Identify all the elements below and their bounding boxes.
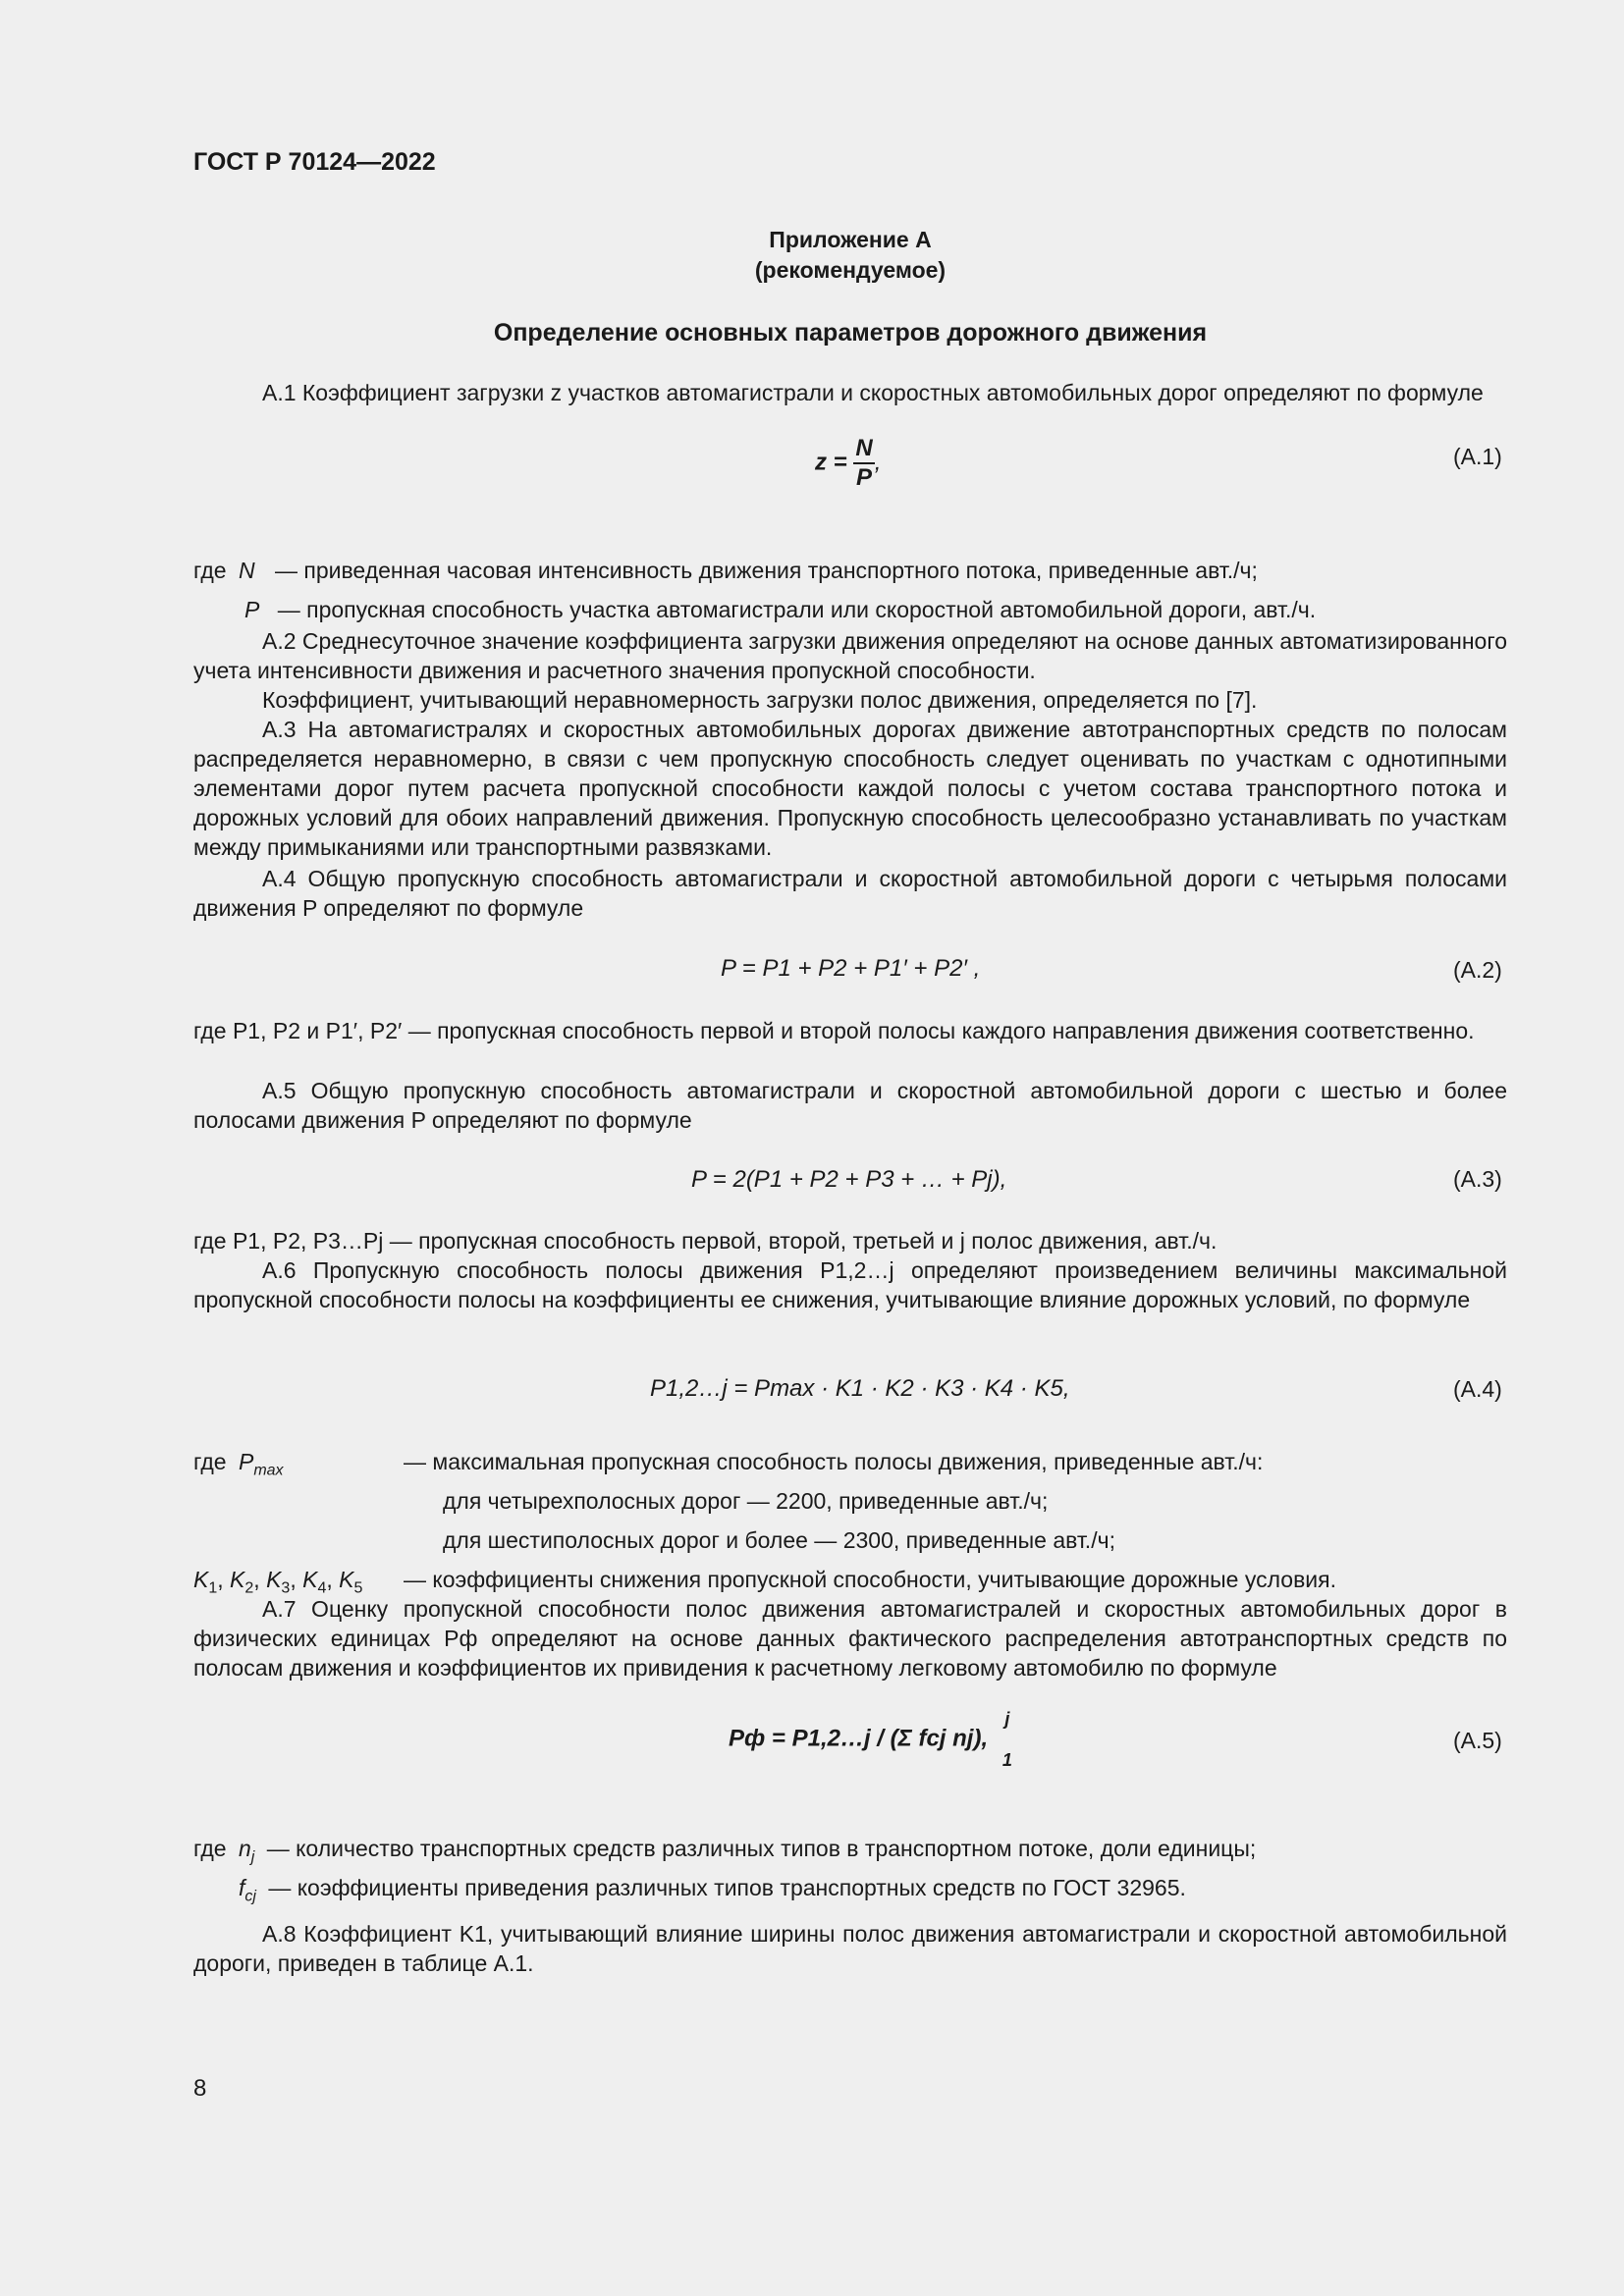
sum-limits xyxy=(1002,1710,1012,1769)
formula-a6-number: (А.4) xyxy=(1453,1376,1502,1402)
where-label: где xyxy=(193,558,227,583)
formula-a1-number: (А.1) xyxy=(1453,444,1502,469)
page-number: 8 xyxy=(193,2075,207,2102)
where-k-text: — коэффициенты снижения пропускной способности, учитывающие дорожные условия. xyxy=(404,1567,1336,1592)
paragraph-a2-coef: Коэффициент, учитывающий неравномерность загрузки полос движения, определяется по [7]. xyxy=(262,687,1258,713)
fcj-symbol: $f_{cj}$ xyxy=(239,1875,256,1905)
formula-a4-number: (А.2) xyxy=(1453,957,1502,983)
appendix-title: Определение основных параметров дорожного движения xyxy=(493,319,1208,347)
where-p-line xyxy=(244,595,1316,624)
formula-a7-number: (А.5) xyxy=(1453,1728,1502,1753)
formula-a1 xyxy=(815,435,881,492)
where-a5: где P1, P2, P3…Pj — пропускная способность первой, второй, третьей и j полос движения, авт./ч. xyxy=(193,1228,1218,1254)
where-fcj-line xyxy=(239,1873,1186,1912)
where-a4: где P1, P2 и P1′, P2′ — пропускная способность первой и второй полосы каждого направления движения соответственно. xyxy=(193,1018,1475,1043)
formula-a1-fraction xyxy=(853,435,874,492)
formula-a5: P = 2(P1 + P2 + P3 + … + Pj), xyxy=(691,1166,1007,1193)
where-n-text: — приведенная часовая интенсивность движения транспортного потока, приведенные авт./ч; xyxy=(274,558,1258,583)
paragraph-a5: А.5 Общую пропускную способность автомагистрали и скоростной автомобильной дороги с шестью и более полосами движения P определяют по формуле xyxy=(193,1078,1507,1133)
formula-a5-number: (А.3) xyxy=(1453,1166,1502,1192)
formula-a1-denominator: P xyxy=(856,464,873,491)
formula-a4: P = P1 + P2 + P1′ + P2′ , xyxy=(721,955,981,982)
formula-a7 xyxy=(729,1710,1012,1769)
paragraph-a1: А.1 Коэффициент загрузки z участков автомагистрали и скоростных автомобильных дорог определяют по формуле xyxy=(262,380,1484,405)
formula-a1-tail: , xyxy=(874,449,882,476)
paragraph-a8: А.8 Коэффициент K1, учитывающий влияние ширины полос движения автомагистрали и скоростной автомобильной дороги, приведен в таблице А.1. xyxy=(193,1921,1507,1976)
pmax-symbol: $P_{max}$ xyxy=(238,1449,284,1479)
k-symbols: $K_1$, $K_2$, $K_3$, $K_4$, $K_5$ xyxy=(193,1567,363,1597)
formula-a6: P1,2…j = Pmax · K1 · K2 · K3 · K4 · K5, xyxy=(650,1375,1070,1402)
formula-a1-lhs: z = xyxy=(815,449,847,476)
where-pmax-line xyxy=(193,1447,284,1486)
where-label-pmax: где xyxy=(193,1449,227,1474)
formula-a7-text: Pф = P1,2…j / (Σ fcj nj), xyxy=(729,1725,989,1752)
sum-lower-limit: 1 xyxy=(1001,1750,1012,1770)
four-lane-line: для четырехполосных дорог — 2200, приведенные авт./ч; xyxy=(443,1488,1049,1514)
appendix-label: Приложение А xyxy=(769,227,932,252)
six-lane-line: для шестиполосных дорог и более — 2300, приведенные авт./ч; xyxy=(443,1527,1115,1553)
where-label-nj: где xyxy=(193,1836,227,1861)
where-pmax-text: — максимальная пропускная способность полосы движения, приведенные авт./ч: xyxy=(404,1449,1264,1474)
where-n-line xyxy=(193,556,1258,585)
paragraph-a3: А.3 На автомагистралях и скоростных автомобильных дорогах движение автотранспортных средств по полосам распределяется неравномерно, в связи с чем пропускную способность следует оценивать по участкам с однотипными элементами дорог путем расчета пропускной способности каждой полосы с учетом состава транспортного потока и дорожных условий для обоих направлений движения. Пропускную способность целесообразно устанавливать по участкам между примыканиями или транспортными развязками. xyxy=(193,717,1507,860)
standard-number: ГОСТ Р 70124—2022 xyxy=(193,148,436,176)
nj-symbol: $n_j$ xyxy=(238,1836,255,1866)
where-n-symbol: N xyxy=(238,558,255,583)
paragraph-a7: А.7 Оценку пропускной способности полос движения автомагистралей и скоростных автомобильных дорог в физических единицах Pф определяют на основе данных фактического распределения автотранспортных средств по полосам движения и коэффициентов их привидения к расчетному легковому автомобилю по формуле xyxy=(193,1596,1507,1681)
formula-a1-numerator: N xyxy=(853,435,874,464)
paragraph-a6: А.6 Пропускную способность полосы движения P1,2…j определяют произведением величины максимальной пропускной способности полосы на коэффициенты ее снижения, учитывающие влияние дорожных условий, по формуле xyxy=(193,1257,1507,1312)
sum-upper-limit: j xyxy=(1004,1709,1010,1729)
where-fcj-text: — коэффициенты приведения различных типов транспортных средств по ГОСТ 32965. xyxy=(268,1875,1186,1900)
where-nj-text: — количество транспортных средств различных типов в транспортном потоке, доли единицы; xyxy=(266,1836,1257,1861)
where-nj-line xyxy=(193,1834,1256,1873)
paragraph-a2: А.2 Среднесуточное значение коэффициента загрузки движения определяют на основе данных автоматизированного учета интенсивности движения и расчетного значения пропускной способности. xyxy=(193,628,1507,683)
where-p-text: — пропускная способность участка автомагистрали или скоростной автомобильной дороги, авт./ч. xyxy=(277,597,1317,622)
paragraph-a4: А.4 Общую пропускную способность автомагистрали и скоростной автомобильной дороги с четырьмя полосами движения P определяют по формуле xyxy=(193,866,1507,921)
appendix-status: (рекомендуемое) xyxy=(754,257,947,283)
where-p-symbol: P xyxy=(244,597,260,622)
